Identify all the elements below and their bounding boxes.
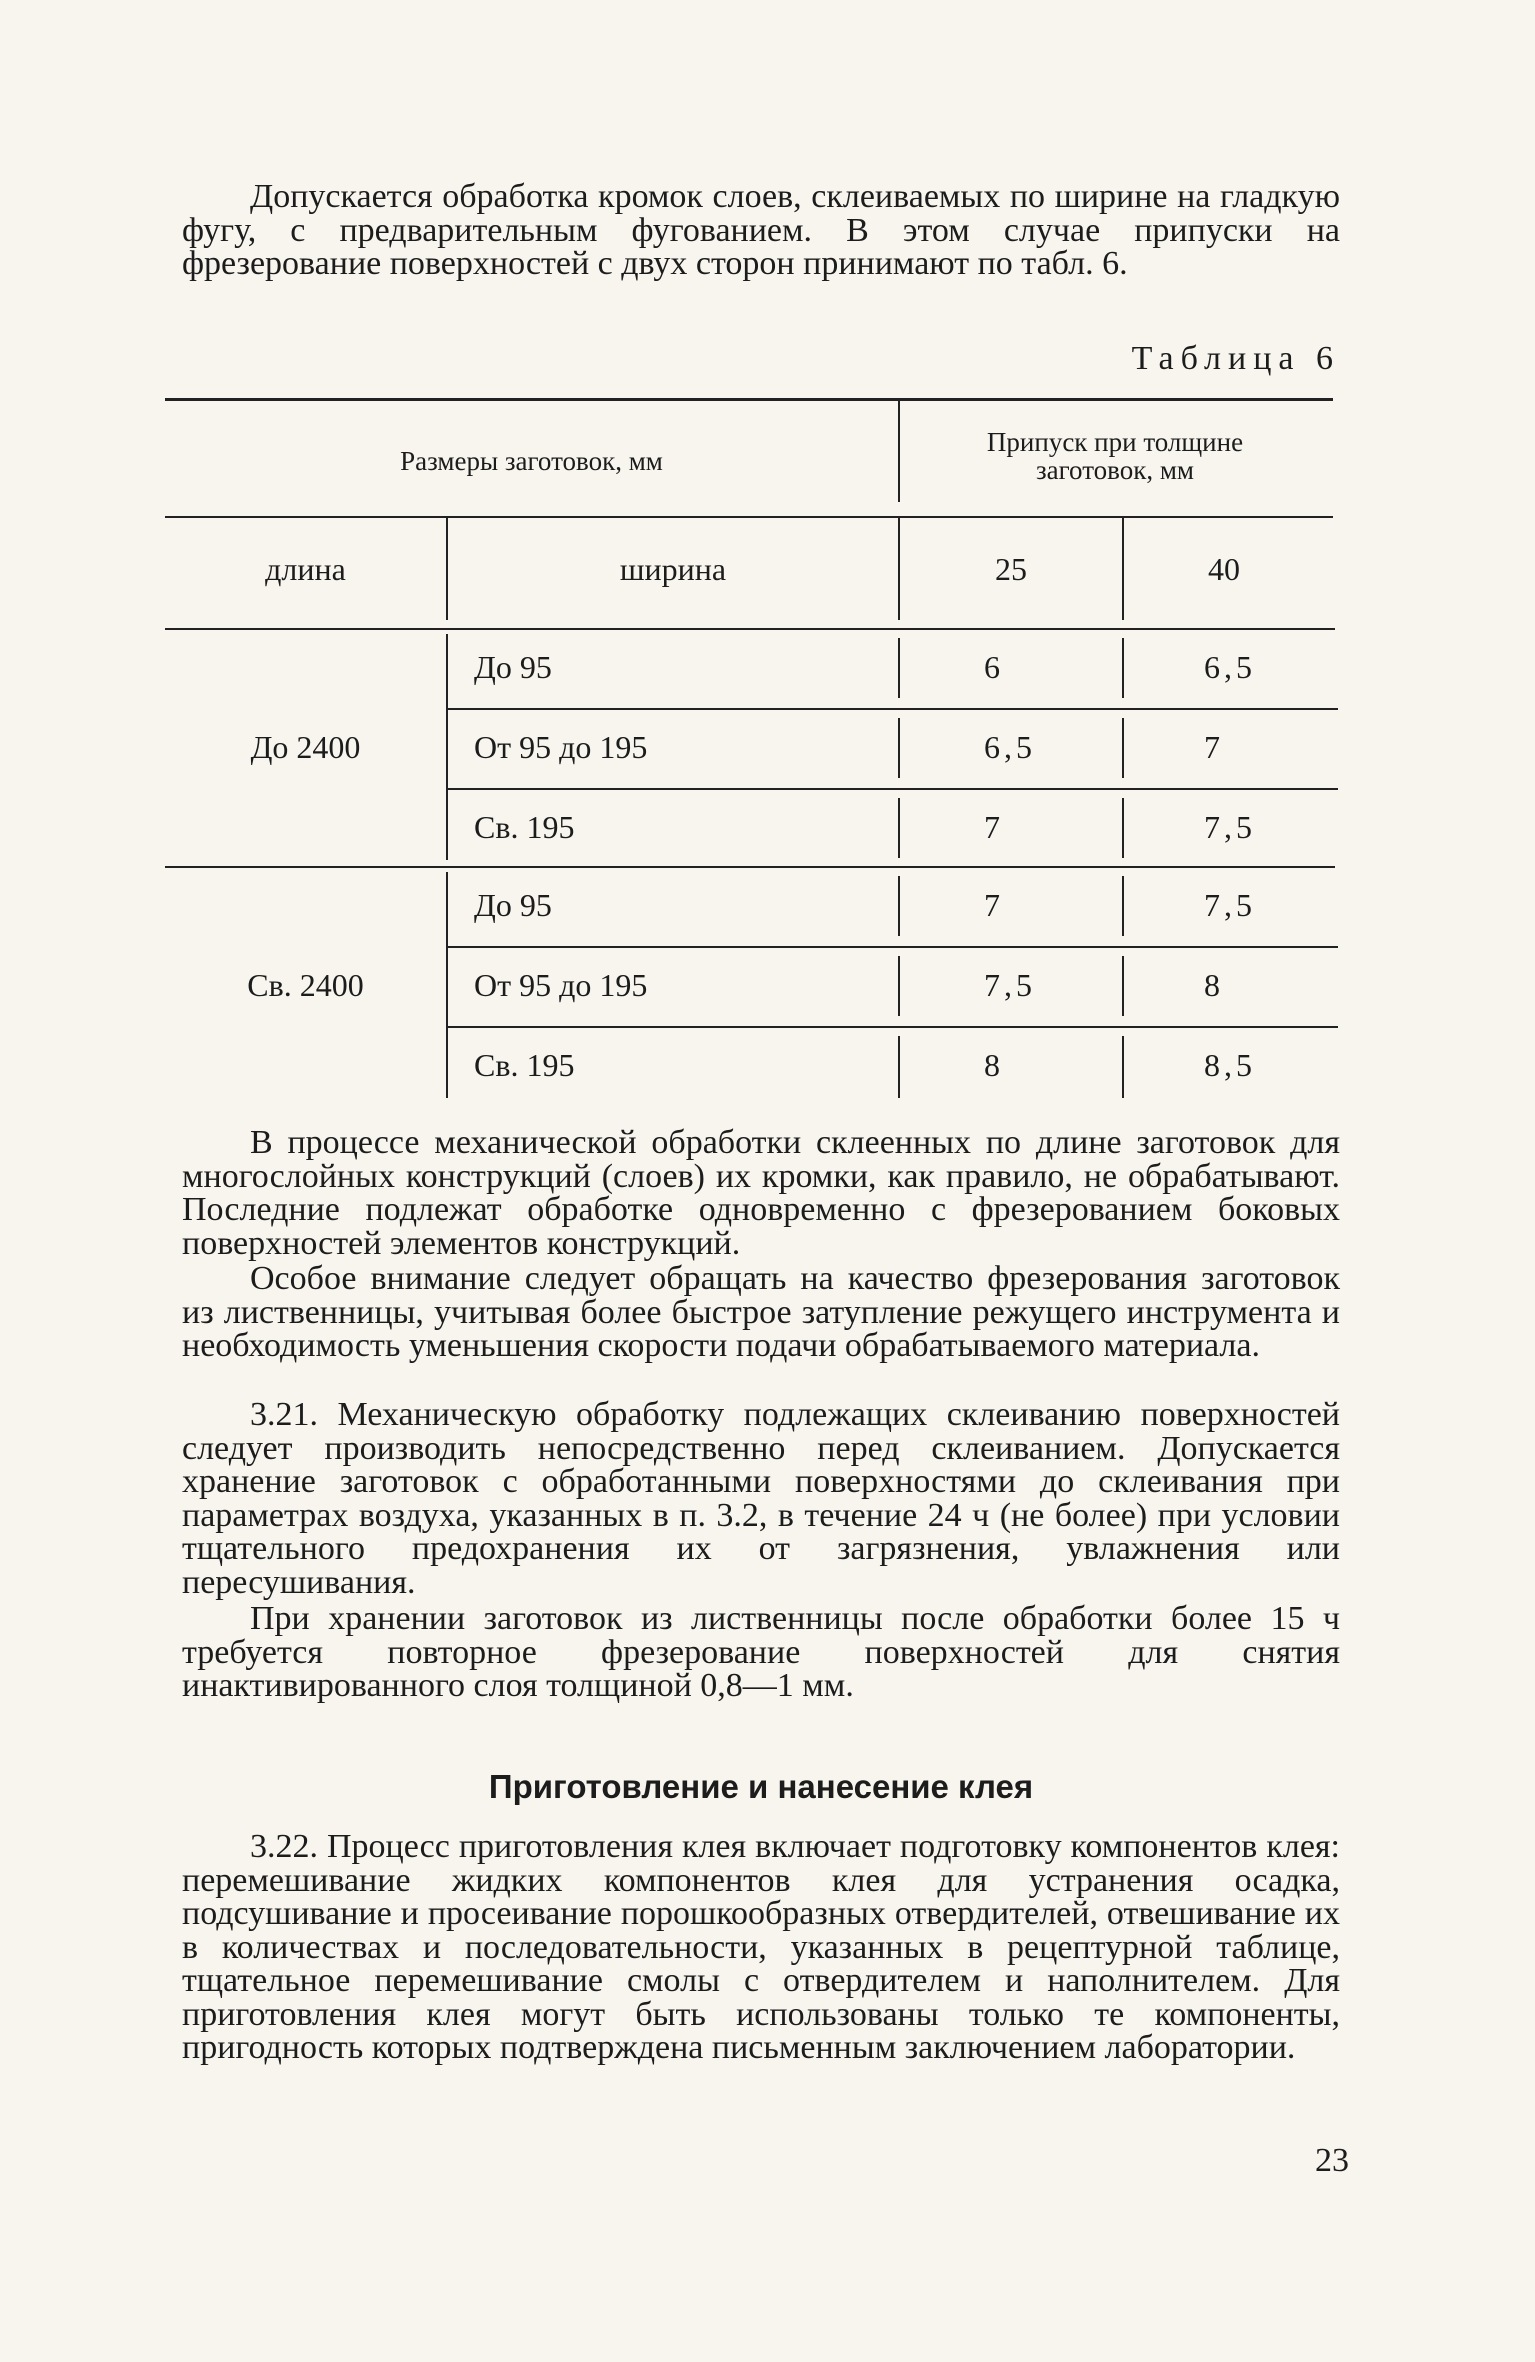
table-header-rule xyxy=(165,516,1333,518)
allowance-40-cell: 8,5 xyxy=(1204,1047,1256,1083)
allowance-25-cell: 8 xyxy=(984,1047,1000,1083)
length-cell: До 2400 xyxy=(250,729,361,765)
row-rule xyxy=(448,946,1338,948)
row-rule xyxy=(448,788,1338,790)
table-subheader-rule xyxy=(165,628,1335,630)
row-rule xyxy=(448,1026,1338,1028)
page-number: 23 xyxy=(1315,2142,1349,2179)
group-rule xyxy=(165,866,1335,868)
column-rule xyxy=(898,718,900,778)
allowance-25-cell: 7,5 xyxy=(984,967,1036,1003)
column-rule xyxy=(1122,956,1124,1016)
width-cell: От 95 до 195 xyxy=(474,729,648,765)
paragraph-larch-milling: Особое внимание следует обращать на качество фрезерования заготовок из лиственницы, учитывая более быстрое затупление режущего инструмента и необходимость уменьшения скорости подачи обрабатываемого материала. xyxy=(182,1260,1340,1364)
paragraph-3-22: 3.22. Процесс приготовления клея включает подготовку компонентов клея: перемешивание жидких компонентов клея для устранения осадка, подсушивание и просеивание порошкообразных отвердителей, отвешивание их в количествах и последовательности, указанных в рецептурной таблице, тщательное перемешивание смолы с отвердителем и наполнителем. Для приготовления клея могут быть использованы только те компоненты, пригодность которых подтверждена письменным заключением лаборатории. xyxy=(182,1828,1340,2066)
allowance-40-cell: 6,5 xyxy=(1204,649,1256,685)
column-rule xyxy=(898,876,900,936)
header-thickness-25: 25 xyxy=(995,551,1027,587)
row-rule xyxy=(448,708,1338,710)
width-cell: Св. 195 xyxy=(474,1047,575,1083)
table-top-rule xyxy=(165,398,1333,401)
column-rule xyxy=(898,956,900,1016)
paragraph-larch-storage: При хранении заготовок из лиственницы после обработки более 15 ч требуется повторное фрезерование поверхностей для снятия инактивированного слоя толщиной 0,8—1 мм. xyxy=(182,1600,1340,1704)
column-rule xyxy=(1122,798,1124,858)
column-rule xyxy=(1122,1036,1124,1098)
allowance-40-cell: 7,5 xyxy=(1204,887,1256,923)
header-allowance: Припуск при толщине заготовок, мм xyxy=(986,427,1244,485)
paragraph-edge-processing: Допускается обработка кромок слоев, склеиваемых по ширине на гладкую фугу, с предварительным фугованием. В этом случае припуски на фрезерование поверхностей с двух сторон принимают по табл. 6. xyxy=(182,178,1340,282)
column-rule xyxy=(1122,876,1124,936)
width-cell: От 95 до 195 xyxy=(474,967,648,1003)
table-caption: Таблица 6 xyxy=(1131,340,1340,377)
paragraph-glued-blanks: В процессе механической обработки склеенных по длине заготовок для многослойных конструкций (слоев) их кромки, как правило, не обрабатывают. Последние подлежат обработке одновременно с фрезерованием боковых поверхностей элементов конструкций. xyxy=(182,1124,1340,1262)
column-rule xyxy=(898,400,900,502)
length-cell: Св. 2400 xyxy=(247,967,364,1003)
column-rule xyxy=(446,634,448,860)
width-cell: До 95 xyxy=(474,887,552,923)
header-length: длина xyxy=(265,551,346,587)
allowance-40-cell: 7 xyxy=(1204,729,1220,765)
allowance-40-cell: 8 xyxy=(1204,967,1220,1003)
allowance-25-cell: 7 xyxy=(984,887,1000,923)
allowance-25-cell: 7 xyxy=(984,809,1000,845)
header-dimensions: Размеры заготовок, мм xyxy=(400,446,663,476)
column-rule xyxy=(898,638,900,698)
column-rule xyxy=(898,798,900,858)
column-rule xyxy=(1122,718,1124,778)
width-cell: До 95 xyxy=(474,649,552,685)
column-rule xyxy=(898,1036,900,1098)
paragraph-3-21: 3.21. Механическую обработку подлежащих склеиванию поверхностей следует производить непосредственно перед склеиванием. Допускается хранение заготовок с обработанными поверхностями до склеивания при параметрах воздуха, указанных в п. 3.2, в течение 24 ч (не более) при условии тщательного предохранения их от загрязнения, увлажнения или пересушивания. xyxy=(182,1396,1340,1601)
header-width: ширина xyxy=(619,551,727,587)
allowance-25-cell: 6 xyxy=(984,649,1000,685)
allowance-40-cell: 7,5 xyxy=(1204,809,1256,845)
column-rule xyxy=(446,872,448,1098)
column-rule xyxy=(1122,638,1124,698)
allowance-25-cell: 6,5 xyxy=(984,729,1036,765)
width-cell: Св. 195 xyxy=(474,809,575,845)
section-title: Приготовление и нанесение клея xyxy=(488,1768,1034,1805)
header-thickness-40: 40 xyxy=(1208,551,1240,587)
